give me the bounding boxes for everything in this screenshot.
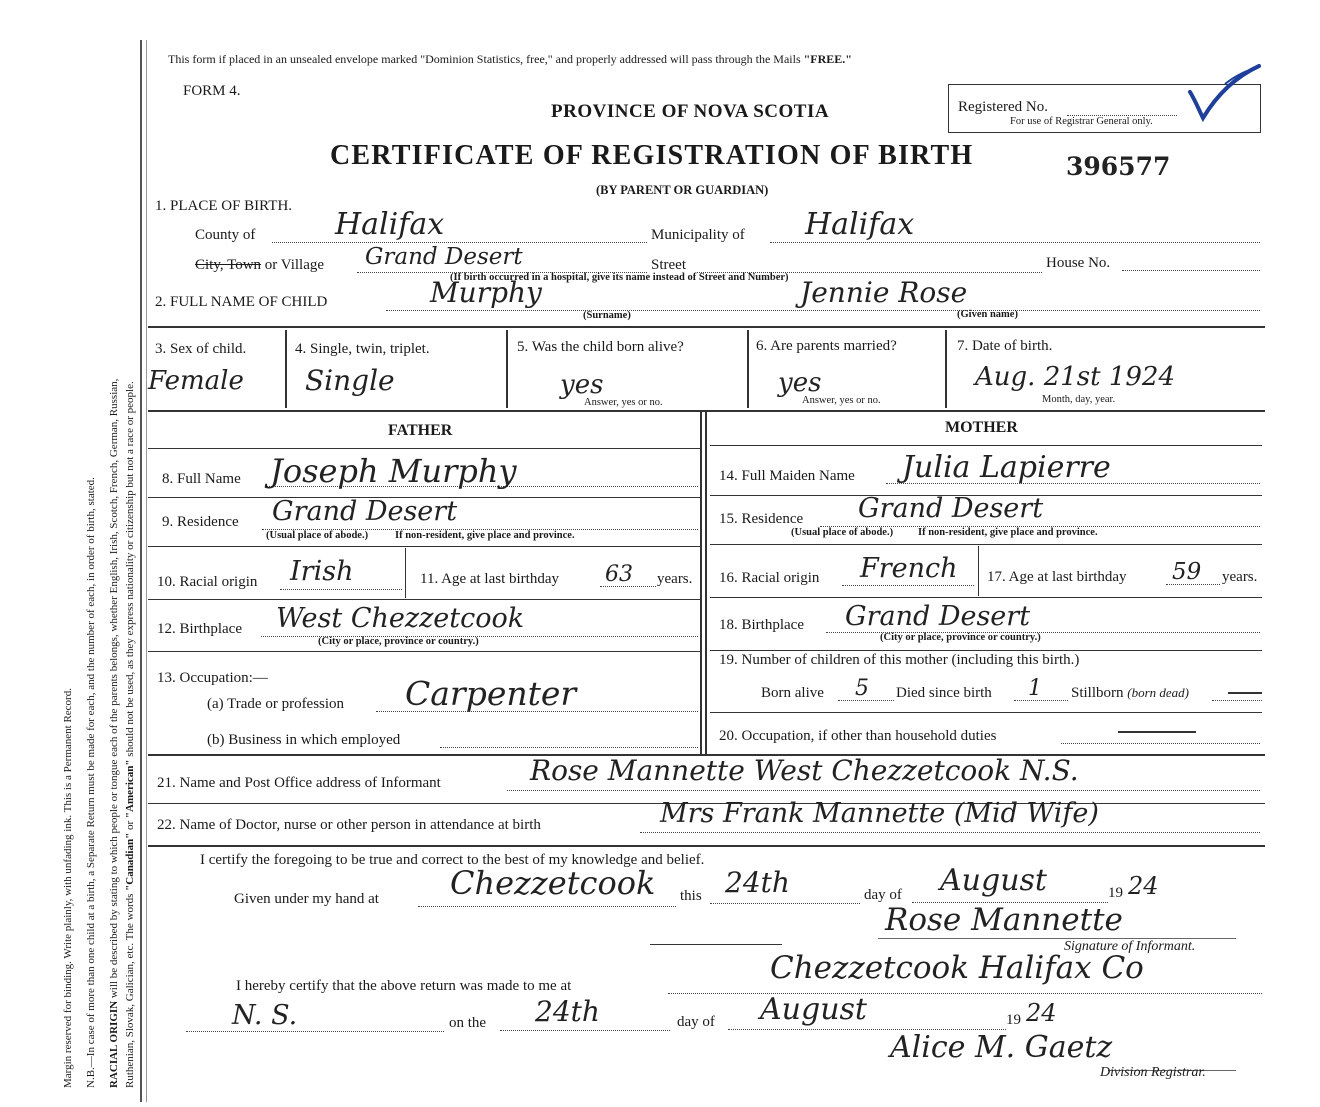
father-birthplace-caption: (City or place, province or country.) bbox=[318, 636, 479, 647]
given-name-caption: (Given name) bbox=[957, 309, 1018, 320]
given-month: August bbox=[940, 863, 1047, 898]
given-place: Chezzetcook bbox=[450, 864, 656, 902]
child-surname: Murphy bbox=[430, 276, 542, 309]
doctor-label: 22. Name of Doctor, nurse or other person in attendance at birth bbox=[157, 817, 541, 833]
registration-number: 396577 bbox=[1066, 152, 1171, 181]
business-label: (b) Business in which employed bbox=[207, 732, 401, 748]
mother-age-value: 59 bbox=[1172, 559, 1202, 585]
occupation-label: 13. Occupation:— bbox=[157, 670, 268, 686]
mother-occupation-label: 20. Occupation, if other than household duties bbox=[719, 728, 997, 744]
margin-note-binding: Margin reserved for binding. Write plainly, with unfading ink. This is a Permanent Record. bbox=[62, 688, 74, 1088]
married-label: 6. Are parents married? bbox=[756, 338, 897, 354]
died-value: 1 bbox=[1028, 676, 1042, 701]
informant-label: 21. Name and Post Office address of Informant bbox=[157, 775, 441, 791]
day-of-label: day of bbox=[864, 887, 902, 903]
registrar-note: For use of Registrar General only. bbox=[1010, 116, 1153, 127]
father-residence-caption: (Usual place of abode.) bbox=[266, 530, 369, 541]
father-age-label: 11. Age at last birthday bbox=[420, 571, 559, 587]
registrar-day-of-label: day of bbox=[677, 1014, 715, 1030]
registrar-year: 24 bbox=[1026, 999, 1057, 1027]
born-alive-count-value: 5 bbox=[855, 676, 869, 701]
registrar-statement: I hereby certify that the above return was made to me at bbox=[236, 978, 572, 994]
county-label: County of bbox=[195, 227, 256, 243]
father-name-value: Joseph Murphy bbox=[270, 452, 517, 490]
certificate-title: CERTIFICATE OF REGISTRATION OF BIRTH bbox=[330, 140, 974, 171]
child-name-label: 2. FULL NAME OF CHILD bbox=[155, 294, 328, 310]
this-label: this bbox=[680, 888, 702, 904]
given-year: 24 bbox=[1128, 872, 1159, 900]
father-birthplace-label: 12. Birthplace bbox=[157, 621, 242, 637]
father-residence-value: Grand Desert bbox=[272, 496, 458, 527]
married-value: yes bbox=[778, 368, 822, 398]
dob-value: Aug. 21st 1924 bbox=[975, 362, 1176, 392]
mother-residence-caption: (Usual place of abode.) bbox=[791, 527, 894, 538]
year-prefix: 19 bbox=[1108, 885, 1123, 901]
registered-label: Registered No. bbox=[958, 99, 1048, 115]
given-label: Given under my hand at bbox=[234, 891, 379, 907]
informant-value: Rose Mannette West Chezzetcook N.S. bbox=[530, 754, 1079, 787]
city-value: Grand Desert bbox=[365, 244, 523, 270]
informant-signature-caption: Signature of Informant. bbox=[1064, 939, 1196, 954]
registrar-place-continued: N. S. bbox=[232, 1000, 298, 1031]
father-heading: FATHER bbox=[388, 422, 453, 439]
mother-age-label: 17. Age at last birthday bbox=[987, 569, 1127, 585]
house-number-label: House No. bbox=[1046, 255, 1111, 271]
checkmark-icon bbox=[1185, 62, 1265, 122]
hospital-note: (If birth occurred in a hospital, give its name instead of Street and Number) bbox=[450, 272, 789, 283]
place-of-birth-label: 1. PLACE OF BIRTH. bbox=[155, 198, 293, 214]
province-heading: PROVINCE OF NOVA SCOTIA bbox=[551, 101, 830, 122]
plurality-value: Single bbox=[305, 364, 395, 397]
mother-residence-value: Grand Desert bbox=[858, 493, 1044, 524]
form-number: FORM 4. bbox=[183, 83, 241, 99]
surname-caption: (Surname) bbox=[583, 310, 631, 321]
mother-name-label: 14. Full Maiden Name bbox=[719, 468, 855, 484]
dob-caption: Month, day, year. bbox=[1042, 394, 1116, 405]
certificate-subtitle: (BY PARENT OR GUARDIAN) bbox=[596, 183, 769, 197]
registrar-year-prefix: 19 bbox=[1006, 1012, 1021, 1028]
father-racial-value: Irish bbox=[290, 556, 354, 587]
mother-birthplace-label: 18. Birthplace bbox=[719, 617, 804, 633]
father-name-label: 8. Full Name bbox=[162, 471, 241, 487]
born-alive-label: 5. Was the child born alive? bbox=[517, 339, 684, 355]
mother-birthplace-value: Grand Desert bbox=[845, 601, 1031, 632]
doctor-value: Mrs Frank Mannette (Mid Wife) bbox=[660, 798, 1099, 829]
mother-heading: MOTHER bbox=[945, 419, 1018, 436]
on-the-label: on the bbox=[449, 1015, 487, 1031]
county-value: Halifax bbox=[335, 207, 445, 242]
married-caption: Answer, yes or no. bbox=[802, 395, 881, 406]
street-label: Street bbox=[651, 257, 686, 273]
margin-note-racial-origin: RACIAL ORIGIN will be described by stating to which people or tongue each of the parents belongs, whether English, Irish, Scotch, French, German, Russian, bbox=[108, 378, 120, 1088]
mother-racial-value: French bbox=[860, 553, 958, 584]
margin-note-multiple-births: N.B.—In case of more than one child at a birth, a Separate Return must be made for each, and the number of each, in order of birth, stated. bbox=[85, 477, 97, 1088]
informant-signature: Rose Mannette bbox=[885, 902, 1123, 938]
sex-value: Female bbox=[148, 366, 244, 396]
plurality-label: 4. Single, twin, triplet. bbox=[295, 341, 430, 357]
registrar-day: 24th bbox=[535, 995, 600, 1028]
mother-age-unit: years. bbox=[1222, 569, 1258, 585]
father-racial-label: 10. Racial origin bbox=[157, 574, 258, 590]
trade-value: Carpenter bbox=[405, 674, 577, 713]
father-age-unit: years. bbox=[657, 571, 693, 587]
born-alive-caption: Answer, yes or no. bbox=[584, 397, 663, 408]
registrar-place: Chezzetcook Halifax Co bbox=[770, 950, 1144, 986]
margin-note-nationality: Ruthenian, Slovak, Galician, etc. The words "Canadian" or "American" should not be used, as they express nationality or citizenship but not a race or people. bbox=[124, 381, 136, 1088]
mother-name-value: Julia Lapierre bbox=[902, 450, 1111, 485]
registrar-caption: Division Registrar. bbox=[1100, 1065, 1206, 1080]
sex-label: 3. Sex of child. bbox=[155, 341, 247, 357]
registrar-month: August bbox=[760, 992, 867, 1027]
mother-residence-label: 15. Residence bbox=[719, 511, 804, 527]
municipality-value: Halifax bbox=[805, 207, 915, 242]
mother-birthplace-caption: (City or place, province or country.) bbox=[880, 632, 1041, 643]
stillborn-label: Stillborn (born dead) bbox=[1071, 685, 1190, 701]
dob-label: 7. Date of birth. bbox=[957, 338, 1053, 354]
mother-racial-label: 16. Racial origin bbox=[719, 570, 820, 586]
born-alive-count-label: Born alive bbox=[761, 685, 824, 701]
father-residence-label: 9. Residence bbox=[162, 514, 239, 530]
children-count-label: 19. Number of children of this mother (including this birth.) bbox=[719, 652, 1080, 668]
municipality-label: Municipality of bbox=[651, 227, 745, 243]
father-birthplace-value: West Chezzetcook bbox=[276, 603, 525, 634]
father-age-value: 63 bbox=[605, 562, 633, 587]
certify-statement: I certify the foregoing to be true and correct to the best of my knowledge and belief. bbox=[200, 852, 705, 868]
trade-label: (a) Trade or profession bbox=[207, 696, 345, 712]
mother-residence-note: If non-resident, give place and province. bbox=[918, 527, 1098, 538]
born-alive-value: yes bbox=[560, 370, 604, 400]
died-label: Died since birth bbox=[896, 685, 992, 701]
mail-notice: This form if placed in an unsealed envelope marked "Dominion Statistics, free," and properly addressed will pass through the Mails "FREE." bbox=[168, 52, 852, 66]
father-residence-note: If non-resident, give place and province. bbox=[395, 530, 575, 541]
given-day: 24th bbox=[725, 866, 790, 899]
child-given-name: Jennie Rose bbox=[800, 276, 968, 309]
registrar-signature: Alice M. Gaetz bbox=[890, 1030, 1113, 1065]
city-label: City, Town or Village bbox=[195, 257, 325, 273]
